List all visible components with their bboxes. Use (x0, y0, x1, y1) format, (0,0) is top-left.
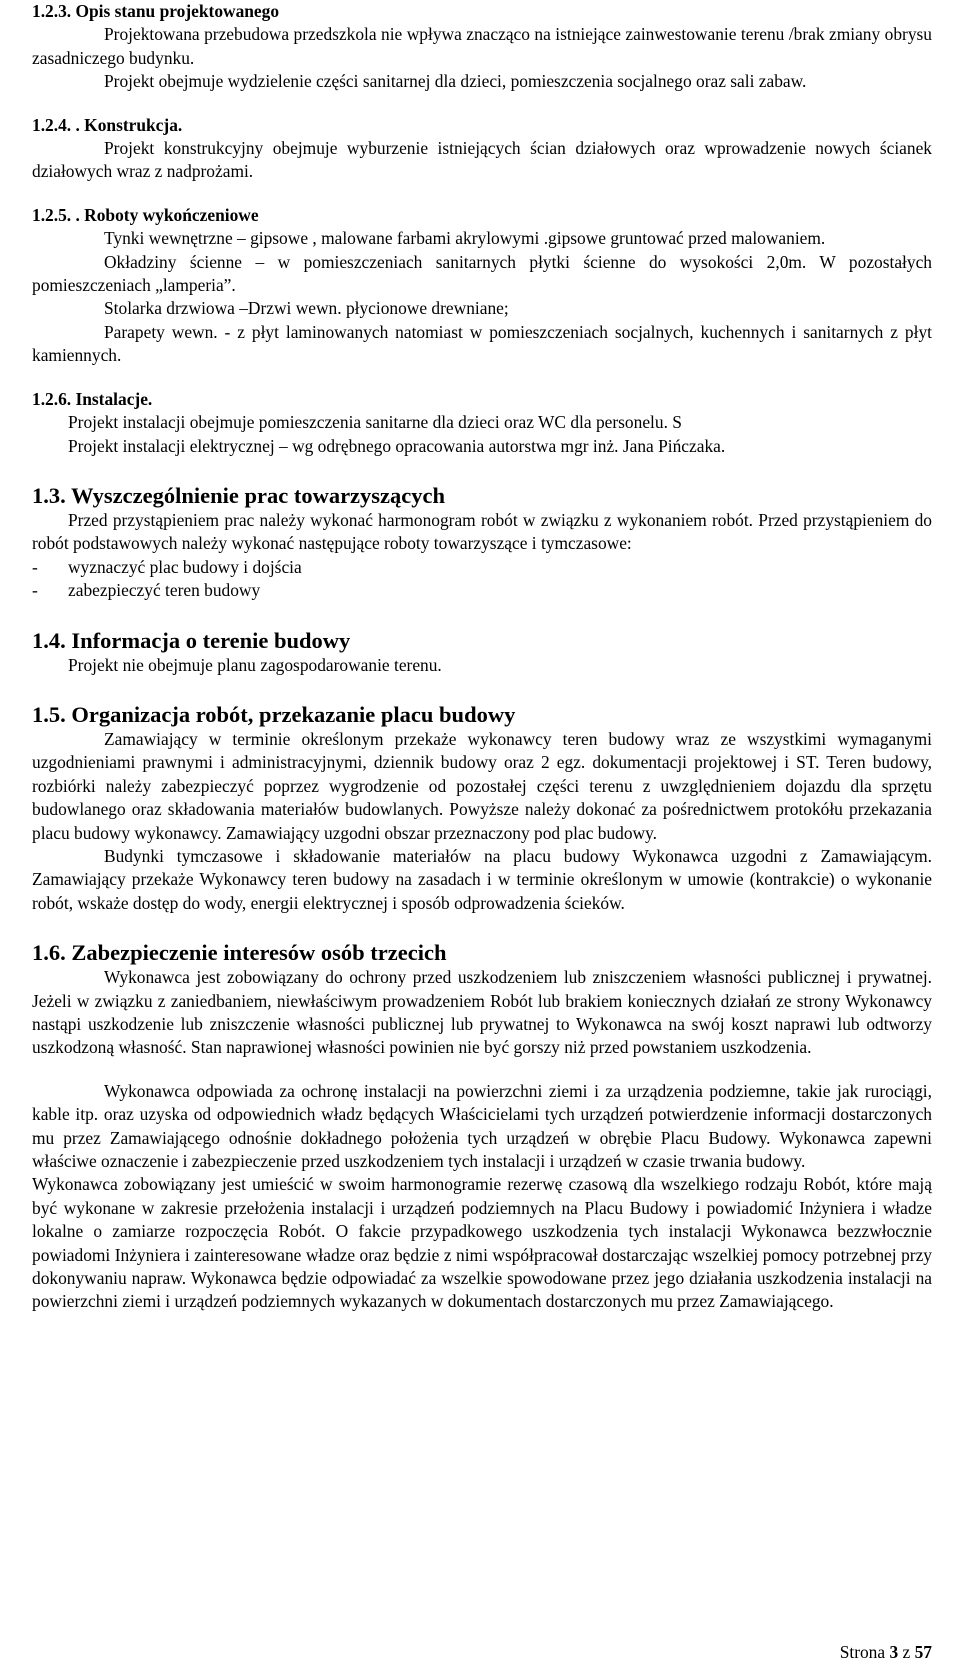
paragraph: Tynki wewnętrzne – gipsowe , malowane farbami akrylowymi .gipsowe gruntować przed malowaniem. (104, 228, 826, 249)
heading-1-6: 1.6. Zabezpieczenie interesów osób trzecich (32, 940, 447, 966)
paragraph: Projekt konstrukcyjny obejmuje wyburzenie istniejących ścian działowych oraz wprowadzenie nowych ścianek działowych wraz z nadprożami. (32, 138, 932, 182)
paragraph: Projekt nie obejmuje planu zagospodarowanie terenu. (68, 654, 442, 675)
page-number: Strona 3 z 57 (839, 1642, 932, 1662)
paragraph: Projekt instalacji obejmuje pomieszczenia sanitarne dla dzieci oraz WC dla personelu. S (68, 412, 682, 433)
list-item: - wyznaczyć plac budowy i dojścia (32, 556, 302, 577)
paragraph: Wykonawca odpowiada za ochronę instalacji na powierzchni ziemi i za urządzenia podziemne, takie jak rurociągi, kable itp. oraz uzyska od odpowiednich władz będących Właścicielami tych urządzeń potwierdzenie informacji dostarczonych mu przez Zamawiającego odnośnie dokładnego położenia tych urządzeń w obrębie Placu Budowy. Wykonawca zapewni właściwe oznaczenie i zabezpieczenie przed uszkodzeniem tych instalacji i urządzeń w czasie trwania budowy. (32, 1080, 932, 1172)
paragraph: Wykonawca jest zobowiązany do ochrony przed uszkodzeniem lub zniszczeniem własności publicznej i prywatnej. Jeżeli w związku z zaniedbaniem, niewłaściwym prowadzeniem Robót lub brakiem koniecznych działań ze strony Wykonawcy nastąpi uszkodzenie lub zniszczenie własności publicznej lub prywatnej to Wykonawca na swój koszt naprawi lub odtworzy uszkodzoną własność. Stan naprawionej własności powinien nie być gorszy niż przed powstaniem uszkodzenia. (32, 967, 932, 1058)
heading-1-2-6: 1.2.6. Instalacje. (32, 388, 153, 409)
paragraph: Stolarka drzwiowa –Drzwi wewn. płycionowe drewniane; (104, 298, 509, 319)
paragraph: Zamawiający w terminie określonym przekaże wykonawcy teren budowy wraz ze wszystkimi wymaganymi uzgodnieniami prawnymi i administracyjnymi, dziennik budowy oraz 2 egz. dokumentacji projektowej i ST. Teren budowy, rozbiórki należy zabezpieczyć poprzez wygrodzenie od pozostałej części terenu z uwzględnieniem dojazdu dla sprzętu budowlanego oraz składowania materiałów budowlanych. Powyższe należy dokonać za pośrednictwem protokółu przekazania placu budowy wykonawcy. Zamawiający uzgodni obszar przeznaczony pod plac budowy. (32, 728, 932, 843)
paragraph: Projekt obejmuje wydzielenie części sanitarnej dla dzieci, pomieszczenia socjalnego oraz sali zabaw. (104, 71, 807, 92)
paragraph: Projekt instalacji elektrycznej – wg odrębnego opracowania autorstwa mgr inż. Jana Pińczaka. (68, 435, 726, 456)
paragraph: Parapety wewn. - z płyt laminowanych natomiast w pomieszczeniach socjalnych, kuchennych i sanitarnych z płyt kamiennych. (32, 321, 932, 366)
paragraph: Wykonawca zobowiązany jest umieścić w swoim harmonogramie rezerwę czasową dla wszelkiego rodzaju Robót, które mają być wykonane w zakresie przełożenia instalacji i urządzeń podziemnych na Placu Budowy i powiadomić Inżyniera i władze lokalne o zamiarze rozpoczęcia Robót. O fakcie przypadkowego uszkodzenia tych instalacji Wykonawca bezzwłocznie powiadomi Inżyniera i zainteresowane władze oraz będzie z nimi współpracował dostarczając wszelkiej pomocy potrzebnej przy dokonywaniu napraw. Wykonawca będzie odpowiadać za wszelkie spowodowane przez jego działania uszkodzenia instalacji na powierzchni ziemi i urządzeń podziemnych wykazanych w dokumentach dostarczonych mu przez Zamawiającego. (32, 1174, 932, 1312)
paragraph: Projektowana przebudowa przedszkola nie wpływa znacząco na istniejące zainwestowanie terenu /brak zmiany obrysu zasadniczego budynku. (32, 24, 932, 68)
heading-1-2-5: 1.2.5. . Roboty wykończeniowe (32, 204, 259, 225)
paragraph: Przed przystąpieniem prac należy wykonać harmonogram robót w związku z wykonaniem robót. Przed przystąpieniem do robót podstawowych należy wykonać następujące roboty towarzyszące i tymczasowe: (32, 509, 932, 554)
heading-1-5: 1.5. Organizacja robót, przekazanie placu budowy (32, 701, 516, 727)
heading-1-2-3: 1.2.3. Opis stanu projektowanego (32, 1, 280, 21)
heading-1-4: 1.4. Informacja o terenie budowy (32, 627, 351, 653)
paragraph: Budynki tymczasowe i składowanie materiałów na placu budowy Wykonawca uzgodni z Zamawiającym. Zamawiający przekaże Wykonawcy teren budowy na zasadach i w terminie określonym w umowie (kontrakcie) o wykonanie robót, wskaże dostęp do wody, energii elektrycznej i sposób odprowadzenia ścieków. (32, 845, 932, 913)
heading-1-3: 1.3. Wyszczególnienie prac towarzyszących (32, 482, 446, 508)
list-item: - zabezpieczyć teren budowy (32, 580, 261, 601)
heading-1-2-4: 1.2.4. . Konstrukcja. (32, 114, 183, 135)
paragraph: Okładziny ścienne – w pomieszczeniach sanitarnych płytki ścienne do wysokości 2,0m. W pozostałych pomieszczeniach „lamperia”. (32, 251, 932, 296)
